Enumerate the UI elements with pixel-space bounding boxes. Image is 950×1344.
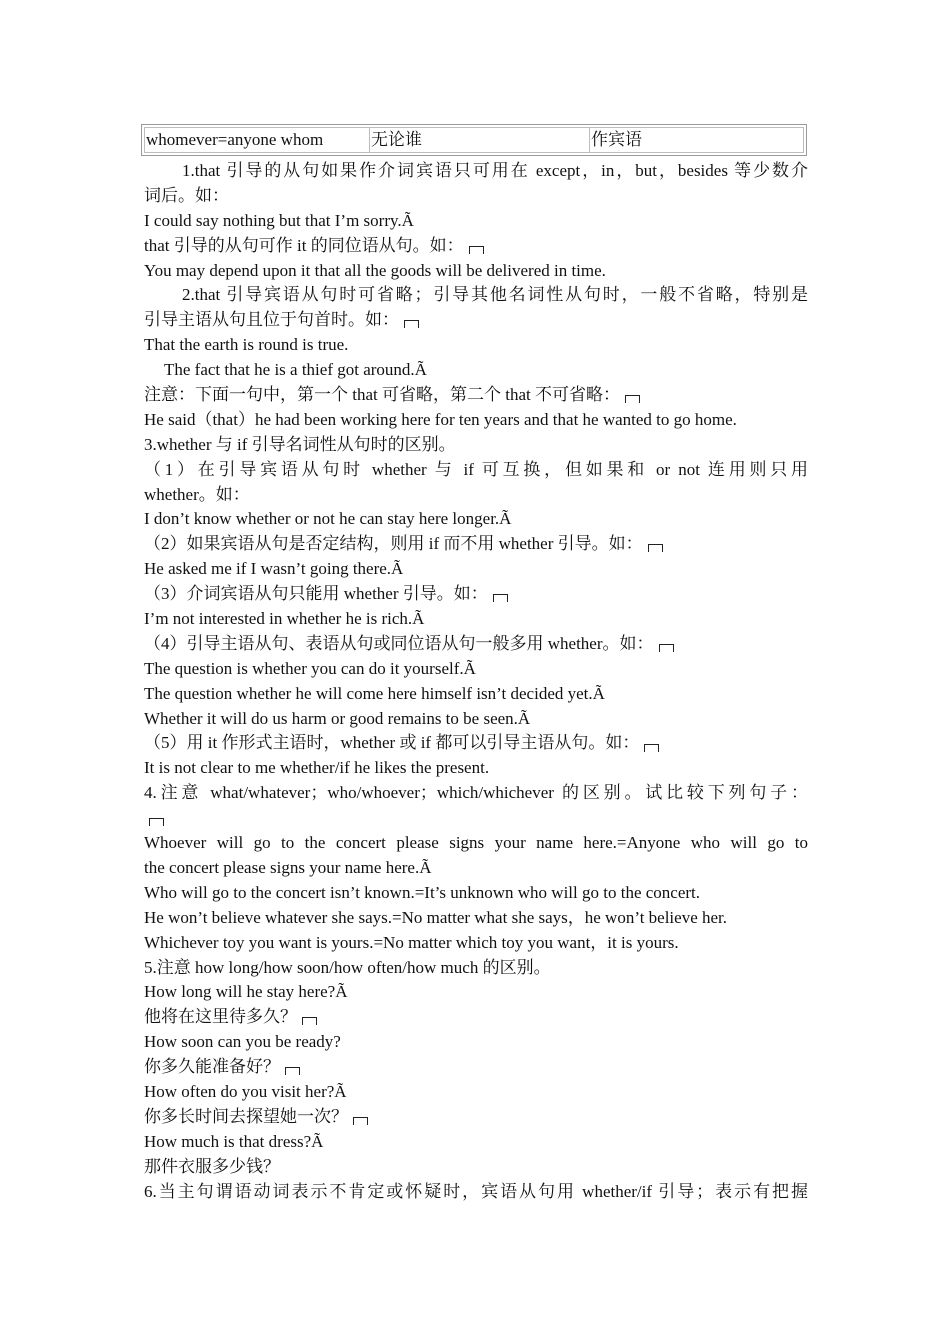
- line-break-mark-icon: [469, 246, 484, 254]
- text-line: [144, 433, 808, 458]
- text-line-content: Whoever will go to the concert please signs your name here.=Anyone who will go to: [144, 833, 808, 853]
- text-line-content: （1）在引导宾语从句时 whether 与 if 可互换，但如果和 or not 连用则只用: [144, 459, 808, 479]
- table-row: [144, 127, 804, 153]
- text-line: [144, 308, 808, 333]
- line-break-mark-icon: [644, 744, 659, 752]
- text-line: [144, 383, 808, 408]
- text-line-content: （5）用 it 作形式主语时，whether 或 if 都可以引导主语从句。如：: [144, 733, 640, 753]
- text-line-content: The question is whether you can do it yourself.Ã: [144, 658, 476, 678]
- text-line: [144, 956, 808, 981]
- text-line: [144, 781, 808, 806]
- text-line-content: whether。如：: [144, 484, 250, 504]
- text-line-content: 他将在这里待多久？: [144, 1007, 297, 1027]
- text-line: [144, 234, 808, 259]
- line-break-mark-icon: [149, 818, 164, 826]
- text-line-content: （3）介词宾语从句只能用 whether 引导。如：: [144, 584, 488, 604]
- text-line-content: 引导主语从句且位于句首时。如：: [144, 310, 399, 330]
- text-line: [144, 532, 808, 557]
- text-line-content: The question whether he will come here himself isn’t decided yet.Ã: [144, 683, 605, 703]
- text-line: [144, 507, 808, 532]
- text-line: [144, 657, 808, 682]
- text-line: [144, 632, 808, 657]
- text-line: [144, 557, 808, 582]
- text-line: [144, 1155, 808, 1180]
- text-line: [144, 458, 808, 483]
- text-line: [144, 1030, 808, 1055]
- text-line-content: The fact that he is a thief got around.Ã: [164, 360, 427, 380]
- text-line-content: 5.注意 how long/how soon/how often/how much 的区别。: [144, 957, 551, 977]
- line-break-mark-icon: [404, 320, 419, 328]
- text-line: [144, 283, 808, 308]
- text-line-content: Whether it will do us harm or good remains to be seen.Ã: [144, 708, 531, 728]
- text-line-content: How long will he stay here?Ã: [144, 982, 348, 1002]
- text-line-content: 1.that 引导的从句如果作介词宾语只可用在 except，in，but，besides 等少数介: [182, 161, 808, 180]
- text-line: [144, 731, 808, 756]
- line-break-mark-icon: [648, 544, 663, 552]
- text-line: [144, 1105, 808, 1130]
- text-line: [144, 582, 808, 607]
- text-line-content: 注意：下面一句中，第一个 that 可省略，第二个 that 不可省略：: [144, 385, 620, 405]
- table-cell-function: 作宾语: [591, 130, 642, 149]
- line-break-mark-icon: [285, 1067, 300, 1075]
- text-line-content: 你多长时间去探望她一次？: [144, 1106, 348, 1126]
- text-line-content: How soon can you be ready?: [144, 1032, 341, 1052]
- line-break-mark-icon: [493, 594, 508, 602]
- text-line: [144, 931, 808, 956]
- text-line: [144, 1080, 808, 1105]
- line-break-mark-icon: [659, 644, 674, 652]
- text-line-content: I’m not interested in whether he is rich.Ã: [144, 609, 425, 629]
- text-line: [144, 906, 808, 931]
- text-line: [144, 358, 808, 383]
- text-line-content: Whichever toy you want is yours.=No matter which toy you want，it is yours.: [144, 932, 679, 952]
- text-line-content: That the earth is round is true.: [144, 335, 349, 355]
- text-line: [144, 881, 808, 906]
- table-cell-meaning: 无论谁: [370, 128, 590, 152]
- text-line-content: I don’t know whether or not he can stay here longer.Ã: [144, 509, 512, 529]
- text-line: [144, 259, 808, 284]
- text-line: [144, 1180, 808, 1205]
- text-line: [144, 607, 808, 632]
- line-break-mark-icon: [302, 1017, 317, 1025]
- text-line: [144, 856, 808, 881]
- text-line-content: 词后。如：: [144, 185, 229, 205]
- text-line: [144, 682, 808, 707]
- text-line: [144, 184, 808, 209]
- text-line: [144, 806, 808, 831]
- text-line: [144, 483, 808, 508]
- summary-table: [141, 124, 807, 156]
- text-line-content: 你多久能准备好？: [144, 1057, 280, 1077]
- text-line-content: 6.当主句谓语动词表示不肯定或怀疑时，宾语从句用 whether/if 引导；表示有把握: [144, 1181, 808, 1201]
- text-line-content: He asked me if I wasn’t going there.Ã: [144, 559, 404, 579]
- text-line: [144, 333, 808, 358]
- text-line-content: that 引导的从句可作 it 的同位语从句。如：: [144, 235, 464, 255]
- text-line-content: I could say nothing but that I’m sorry.Ã: [144, 210, 414, 230]
- text-line-content: How much is that dress?Ã: [144, 1131, 324, 1151]
- text-line-content: You may depend upon it that all the goods will be delivered in time.: [144, 260, 606, 280]
- text-line: [144, 408, 808, 433]
- text-line-content: 4.注意 what/whatever；who/whoever；which/whichever 的区别。试比较下列句子：: [144, 783, 808, 803]
- text-line: [144, 1005, 808, 1030]
- text-line: [144, 756, 808, 781]
- table-cell-form: whomever=anyone whom: [145, 128, 370, 152]
- text-line-content: 3.whether 与 if 引导名词性从句时的区别。: [144, 434, 456, 454]
- text-line-content: He won’t believe whatever she says.=No matter what she says，he won’t believe her.: [144, 907, 728, 927]
- text-line-content: （4）引导主语从句、表语从句或同位语从句一般多用 whether。如：: [144, 633, 654, 653]
- text-line: [144, 831, 808, 856]
- text-line-content: How often do you visit her?Ã: [144, 1081, 347, 1101]
- line-break-mark-icon: [625, 395, 640, 403]
- text-line-content: It is not clear to me whether/if he likes the present.: [144, 758, 490, 778]
- text-line: [144, 1130, 808, 1155]
- text-line-content: 2.that 引导宾语从句时可省略；引导其他名词性从句时，一般不省略，特别是: [182, 285, 808, 305]
- body-text: [144, 159, 808, 1204]
- text-line: [144, 209, 808, 234]
- text-line: [144, 1055, 808, 1080]
- text-line: [144, 980, 808, 1005]
- text-line-content: the concert please signs your name here.Ã: [144, 857, 432, 877]
- text-line: [144, 159, 808, 184]
- text-line: [144, 707, 808, 732]
- text-line-content: 那件衣服多少钱？: [144, 1156, 280, 1176]
- text-line-content: He said（that）he had been working here for ten years and that he wanted to go home.: [144, 409, 737, 429]
- line-break-mark-icon: [353, 1117, 368, 1125]
- text-line-content: Who will go to the concert isn’t known.=It’s unknown who will go to the concert.: [144, 882, 701, 902]
- text-line-content: （2）如果宾语从句是否定结构，则用 if 而不用 whether 引导。如：: [144, 534, 643, 554]
